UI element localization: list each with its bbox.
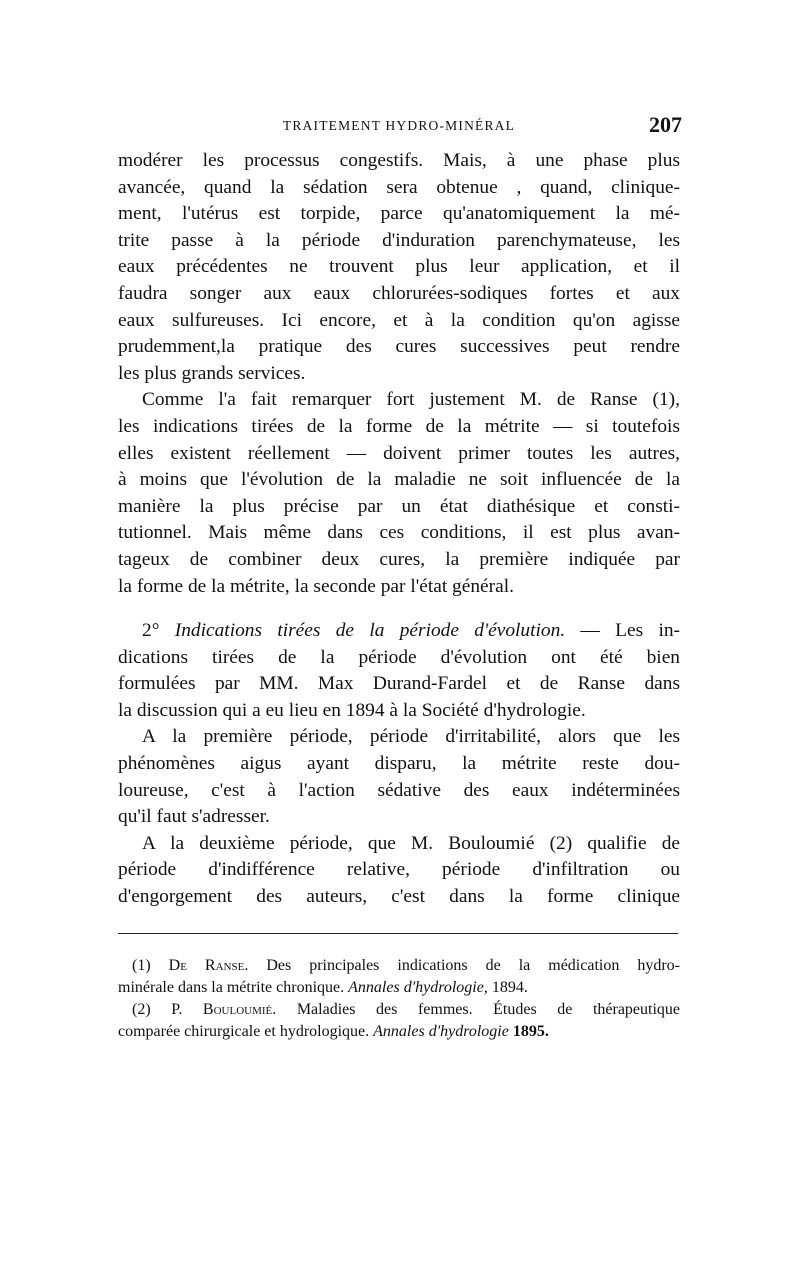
text-line: formulées par MM. Max Durand-Fardel et de Ranse dans: [118, 673, 680, 695]
text-line: A la première période, période d'irritabilité, alors que les: [142, 726, 680, 748]
paragraph-continuation: [118, 148, 680, 387]
text-line: dications tirées de la période d'évolution ont été bien: [118, 646, 680, 668]
text-line: les plus grands services.: [118, 362, 306, 384]
paragraph-second-period: [118, 831, 680, 911]
footnote-line: [118, 999, 680, 1021]
text-line: avancée, quand la sédation sera obtenue , quand, clinique-: [118, 176, 680, 198]
text-line: ment, l'utérus est torpide, parce qu'anatomiquement la mé-: [118, 203, 680, 225]
text-line: Comme l'a fait remarquer fort justement M. de Ranse (1),: [142, 389, 680, 411]
section-evolution: [118, 618, 680, 724]
section-number: 2°: [142, 620, 160, 642]
body-text: [118, 148, 680, 911]
text-line: d'engorgement des auteurs, c'est dans la forme clinique: [118, 886, 680, 908]
text-line: phénomènes aigus ayant disparu, la métrite reste dou-: [118, 753, 680, 775]
section-gap: [118, 600, 680, 618]
section-heading-line: [118, 618, 680, 645]
text-line: tageux de combiner deux cures, la première indiquée par: [118, 548, 680, 570]
text-line: les indications tirées de la forme de la métrite — si toutefois: [118, 415, 680, 437]
footnote-marker: (2): [132, 1000, 151, 1018]
footnote-author: De Ranse.: [168, 956, 249, 974]
paragraph-ranse: [118, 387, 680, 600]
paragraph-first-period: [118, 724, 680, 830]
footnote-text: Maladies des femmes. Études de thérapeutique: [276, 1000, 680, 1018]
footnote-text: Des principales indications de la médication hydro-: [248, 956, 680, 974]
running-head: [118, 112, 680, 148]
footnote-line: [118, 955, 680, 977]
text-line: qu'il faut s'adresser.: [118, 806, 270, 828]
text-line: modérer les processus congestifs. Mais, à une phase plus: [118, 150, 680, 171]
footnote-1: [118, 955, 680, 999]
footnote-journal: Annales d'hydrologie: [373, 1022, 509, 1040]
section-heading-rest: — Les in-: [565, 620, 680, 642]
footnote-text: comparée chirurgicale et hydrologique.: [118, 1022, 374, 1040]
running-title: TRAITEMENT HYDRO-MINÉRAL: [282, 118, 516, 133]
section-heading: Indications tirées de la période d'évolution.: [174, 620, 566, 642]
footnote-rule: [118, 933, 678, 935]
text-line: elles existent réellement — doivent primer toutes les autres,: [118, 442, 680, 464]
footnote-line: [118, 977, 680, 999]
text-line: manière la plus précise par un état diathésique et consti-: [118, 495, 680, 517]
text-line: prudemment,la pratique des cures successives peut rendre: [118, 336, 680, 358]
text-line: faudra songer aux eaux chlorurées-sodiques fortes et aux: [118, 282, 680, 304]
footnote-year: 1895.: [508, 1022, 549, 1040]
book-page: [118, 112, 680, 1043]
text-line: loureuse, c'est à l'action sédative des eaux indéterminées: [118, 779, 680, 801]
footnote-text: minérale dans la métrite chronique.: [118, 978, 349, 996]
text-line: la discussion qui a eu lieu en 1894 à la Société d'hydrologie.: [118, 699, 586, 721]
footnote-author: P. Bouloumié.: [171, 1000, 277, 1018]
text-line: eaux sulfureuses. Ici encore, et à la condition qu'on agisse: [118, 309, 680, 331]
page-number: 207: [649, 112, 682, 137]
text-line: la forme de la métrite, la seconde par l'état général.: [118, 575, 514, 597]
text-line: à moins que l'évolution de la maladie ne soit influencée de la: [118, 469, 680, 491]
footnote-line: [118, 1021, 680, 1043]
footnote-marker: (1): [132, 956, 151, 974]
footnote-2: [118, 999, 680, 1043]
text-line: période d'indifférence relative, période d'infiltration ou: [118, 859, 680, 881]
footnotes: [118, 955, 680, 1043]
text-line: tutionnel. Mais même dans ces conditions, il est plus avan-: [118, 522, 680, 544]
footnote-year: , 1894.: [483, 978, 528, 996]
text-line: trite passe à la période d'induration parenchymateuse, les: [118, 229, 680, 251]
text-line: A la deuxième période, que M. Bouloumié (2) qualifie de: [142, 832, 680, 854]
footnote-journal: Annales d'hydrologie: [348, 978, 484, 996]
text-line: eaux précédentes ne trouvent plus leur application, et il: [118, 256, 680, 278]
